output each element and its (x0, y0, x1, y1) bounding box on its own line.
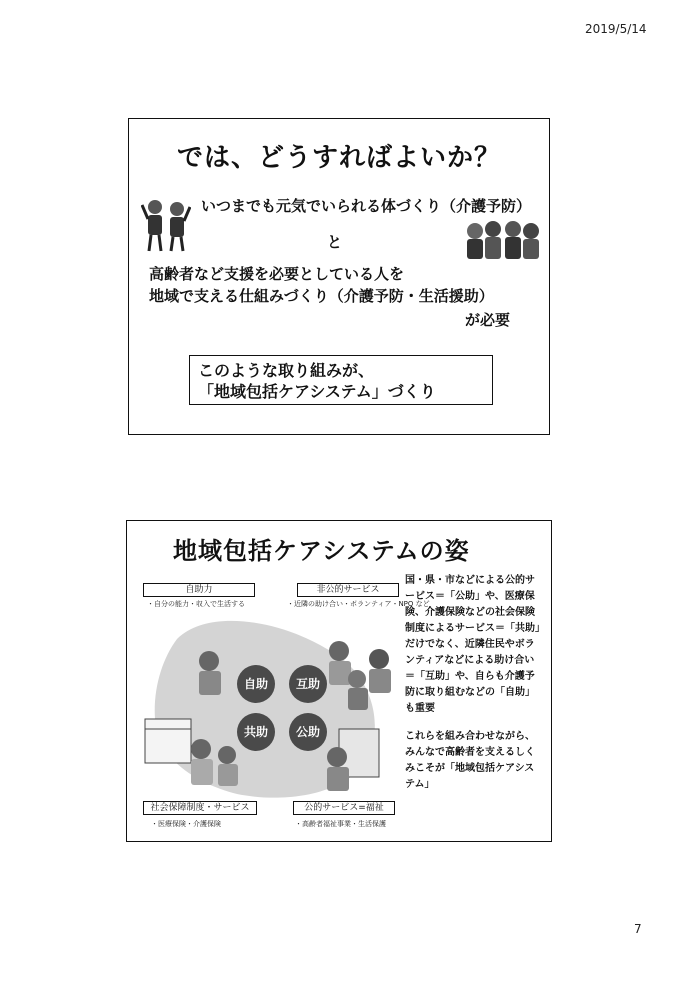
slide-1-line-2: 高齢者など支援を必要としている人を (149, 265, 405, 283)
slide-1-line-3: 地域で支える仕組みづくり（介護予防・生活援助） (149, 287, 494, 305)
slide-1-line-1: いつまでも元気でいられる体づくり（介護予防） (201, 197, 532, 215)
jijo-circle: 自助 (237, 665, 275, 703)
slide-1-connector: と (327, 233, 343, 251)
self-help-sub: ・自分の能力・収入で生活する (147, 600, 245, 608)
kojo-circle: 公助 (289, 713, 327, 751)
slide-2 (126, 520, 552, 842)
page-date: 2019/5/14 (585, 22, 647, 36)
elderly-group-illustration-icon (463, 217, 543, 261)
informal-service-sub: ・近隣の助け合い・ボランティア・NPO など (287, 600, 430, 608)
slide-1-title: では、どうすればよいか？ (176, 143, 501, 173)
slide-1-line-4: が必要 (465, 311, 511, 329)
page-number: 7 (634, 922, 642, 936)
kyojo-circle: 共助 (237, 713, 275, 751)
slide-1-box-line-1: このような取り組みが、 (198, 361, 375, 380)
care-system-diagram (137, 579, 430, 837)
exercise-illustration-icon (141, 197, 191, 253)
public-service-label: 公的サービス=福祉 (293, 801, 395, 815)
slide-2-title: 地域包括ケアシステムの姿 (173, 537, 470, 565)
map-background-icon (137, 579, 401, 837)
slide-1 (128, 118, 550, 435)
public-service-sub: ・高齢者福祉事業・生活保護 (295, 820, 386, 828)
side-text-paragraph-2: これらを組み合わせながら、みんなで高齢者を支えるしくみこそが「地域包括ケアシステム」 (405, 731, 535, 790)
slide-1-box-line-2: 「地域包括ケアシステム」づくり (198, 382, 436, 401)
side-text-paragraph-1: 国・県・市などによる公的サービス＝「公助」や、医療保険、介護保険などの社会保険制度によるサービス＝「共助」だけでなく、近隣住民やボランティアなどによる助け合い＝「互助」や、自らも介護予防に取り組むなどの「自助」も重要 (405, 575, 540, 714)
slide-1-highlight-box (189, 355, 493, 405)
slide-2-side-text (405, 573, 543, 793)
self-help-label: 自助力 (143, 583, 255, 597)
gojo-circle: 互助 (289, 665, 327, 703)
social-insurance-label: 社会保障制度・サービス (143, 801, 257, 815)
social-insurance-sub: ・医療保険・介護保険 (151, 820, 221, 828)
informal-service-label: 非公的サービス (297, 583, 399, 597)
